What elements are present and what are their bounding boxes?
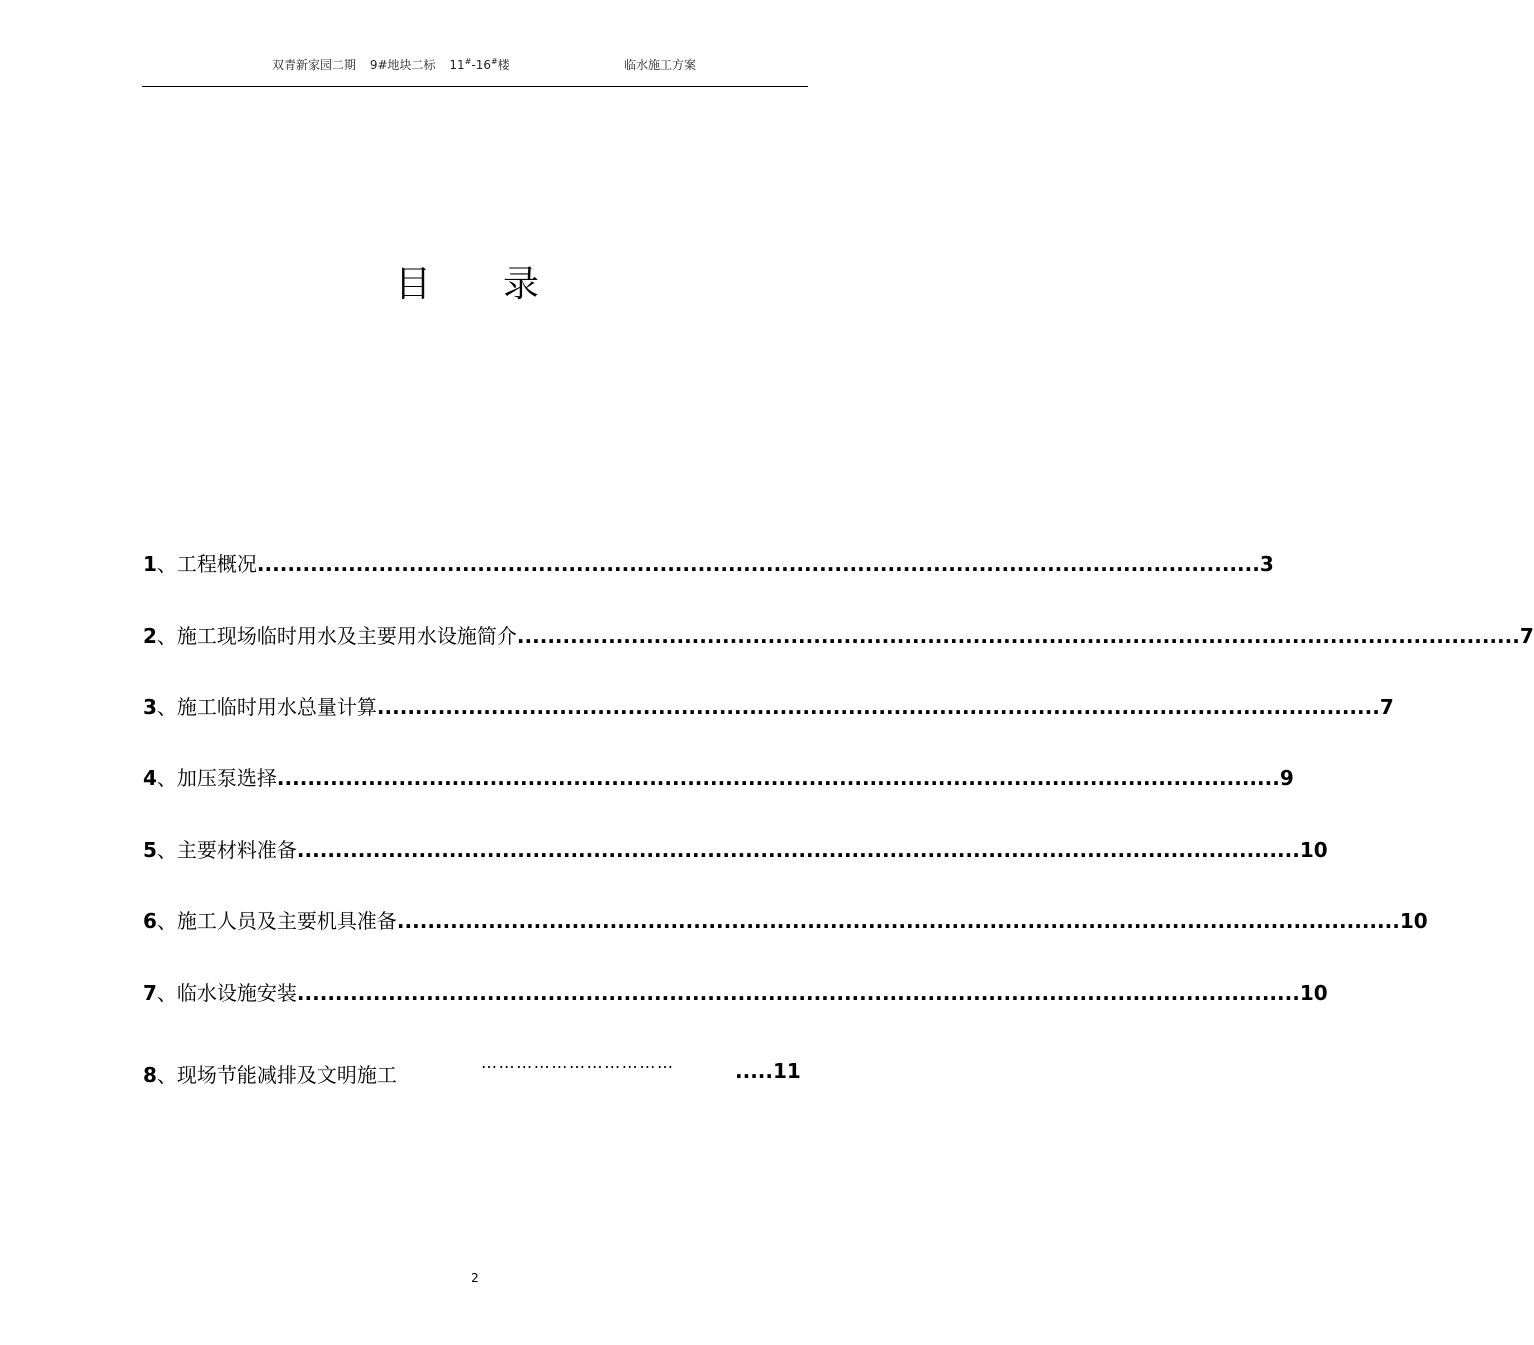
header-doc-title: 临水施工方案 <box>624 58 697 72</box>
toc-number: 7 <box>143 981 157 1005</box>
header-divider <box>142 86 808 87</box>
toc-entry-2[interactable] <box>143 620 1534 650</box>
toc-number: 4 <box>143 766 157 790</box>
title-char-1: 目 <box>395 264 432 305</box>
header-plot: 9#地块二标 <box>369 58 436 72</box>
header-project: 双青新家园二期 <box>272 58 357 72</box>
toc-number: 2 <box>143 624 157 648</box>
toc-leader: …………………………… <box>481 1053 675 1072</box>
toc-page: 7 <box>1519 624 1534 648</box>
toc-leader: .................................................................................................................................... <box>296 838 1300 862</box>
toc-entry-1[interactable] <box>143 548 1274 578</box>
page-number: 2 <box>471 1271 479 1285</box>
toc-label: 、临水设施安装 <box>156 981 297 1005</box>
toc-label: 、现场节能减排及文明施工 <box>156 1063 397 1087</box>
toc-number: 5 <box>143 838 157 862</box>
toc-number: 8 <box>143 1063 157 1087</box>
toc-leader: .................................................................................................................................... <box>396 909 1400 933</box>
title-char-2: 录 <box>503 264 540 305</box>
toc-leader: .................................................................................................................................... <box>276 766 1280 790</box>
header-building: 11#-16#楼 <box>449 57 510 72</box>
running-header <box>272 56 510 73</box>
toc-page: 3 <box>1259 552 1274 576</box>
toc-number: 1 <box>143 552 157 576</box>
toc-label: 、施工临时用水总量计算 <box>156 695 377 719</box>
toc-page: 10 <box>1399 909 1428 933</box>
toc-label: 、工程概况 <box>156 552 257 576</box>
toc-entry-4[interactable] <box>143 762 1294 792</box>
toc-page: 9 <box>1279 766 1294 790</box>
toc-leader: .................................................................................................................................... <box>516 624 1520 648</box>
toc-entry-8[interactable] <box>143 1053 807 1089</box>
toc-label: 、施工人员及主要机具准备 <box>156 909 397 933</box>
toc-label: 、加压泵选择 <box>156 766 277 790</box>
toc-leader: .................................................................................................................................... <box>256 552 1260 576</box>
toc-page: 10 <box>1299 981 1328 1005</box>
page-title <box>395 256 539 307</box>
toc-leader: .................................................................................................................................... <box>376 695 1380 719</box>
toc-label: 、主要材料准备 <box>156 838 297 862</box>
toc-entry-7[interactable] <box>143 977 1328 1007</box>
toc-label: 、施工现场临时用水及主要用水设施简介 <box>156 624 517 648</box>
toc-number: 3 <box>143 695 157 719</box>
toc-leader: .................................................................................................................................... <box>296 981 1300 1005</box>
toc-page: .....11 <box>735 1059 801 1083</box>
toc-entry-5[interactable] <box>143 834 1328 864</box>
toc-number: 6 <box>143 909 157 933</box>
toc-entry-6[interactable] <box>143 905 1428 935</box>
toc-entry-3[interactable] <box>143 691 1394 721</box>
toc-page: 7 <box>1379 695 1394 719</box>
toc-page: 10 <box>1299 838 1328 862</box>
